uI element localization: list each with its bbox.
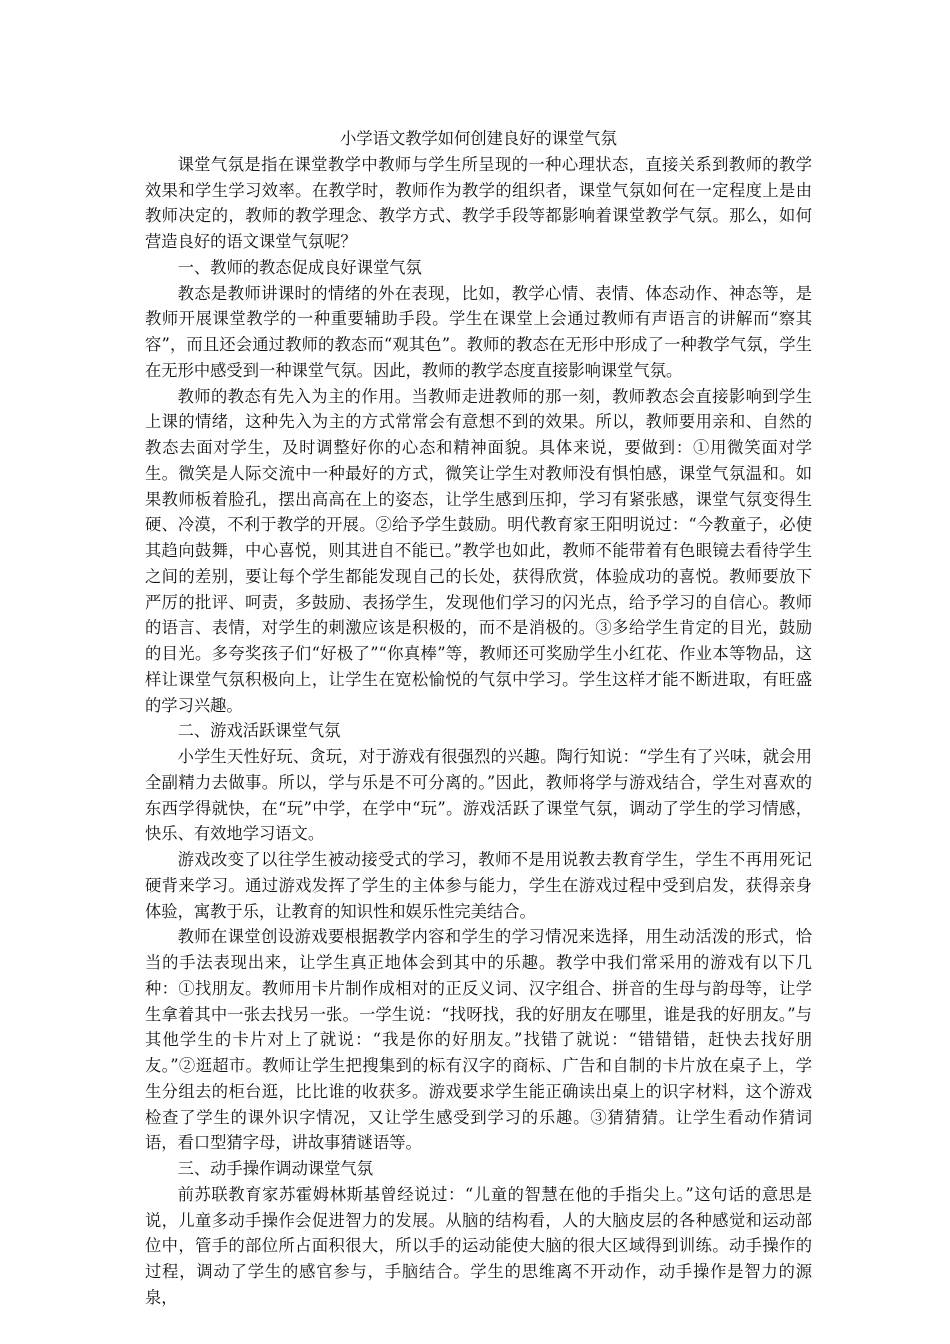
paragraph-1-2: 教师的教态有先入为主的作用。当教师走进教师的那一刻，教师教态会直接影响到学生上课的情绪，这种先入为主的方式常常会有意想不到的效果。所以，教师要用亲和、自然的教态去面对学生，及时调整好你的心态和精神面貌。具体来说，要做到：①用微笑面对学生。微笑是人际交流中一种最好的方式，微笑让学生对教师没有惧怕感，课堂气氛温和。如果教师板着脸孔，摆出高高在上的姿态，让学生感到压抑，学习有紧张感，课堂气氛变得生硬、冷漠，不利于教学的开展。②给予学生鼓励。明代教育家王阳明说过：“今教童子，必使其趋向鼓舞，中心喜悦，则其进自不能已。”教学也如此，教师不能带着有色眼镜去看待学生之间的差别，要让每个学生都能发现自己的长处，获得欣赏，体验成功的喜悦。教师要放下严厉的批评、呵责，多鼓励、表扬学生，发现他们学习的闪光点，给予学习的自信心。教师的语言、表情，对学生的刺激应该是积极的，而不是消极的。③多给学生肯定的目光，鼓励的目光。多夸奖孩子们“好极了”“你真棒”等，教师还可奖励学生小红花、作业本等物品，这样让课堂气氛积极向上，让学生在宽松愉悦的气氛中学习。学生这样才能不断进取，有旺盛的学习兴趣。 [145, 386, 812, 715]
section-heading-1: 一、教师的教态促成良好课堂气氛 [177, 257, 422, 277]
paragraph-1-1: 教态是教师讲课时的情绪的外在表现，比如，教学心情、表情、体态动作、神态等，是教师开展课堂教学的一种重要辅助手段。学生在课堂上会通过教师有声语言的讲解而“察其容”，而且还会通过教师的教态而“观其色”。教师的教态在无形中形成了一种教学气氛，学生在无形中感受到一种课堂气氛。因此，教师的教学态度直接影响课堂气氛。 [145, 283, 812, 380]
paragraph-2-2: 游戏改变了以往学生被动接受式的学习，教师不是用说教去教育学生，学生不再用死记硬背来学习。通过游戏发挥了学生的主体参与能力，学生在游戏过程中受到启发，获得亲身体验，寓教于乐，让教育的知识性和娱乐性完美结合。 [145, 850, 812, 921]
section-heading-3: 三、动手操作调动课堂气氛 [177, 1159, 373, 1178]
paragraph-3-1: 前苏联教育家苏霍姆林斯基曾经说过：“儿童的智慧在他的手指尖上。”这句话的意思是说，儿童多动手操作会促进智力的发展。从脑的结构看，人的大脑皮层的各种感觉和运动部位中，管手的部位所占面积很大，所以手的运动能使大脑的很大区域得到训练。动手操作的过程，调动了学生的感官参与，手脑结合。学生的思维离不开动作，动手操作是智力的源泉， [145, 1184, 812, 1307]
document-page [145, 126, 812, 1311]
paragraph-intro: 课堂气氛是指在课堂教学中教师与学生所呈现的一种心理状态，直接关系到教师的教学效果和学生学习效率。在教学时，教师作为教学的组织者，课堂气氛如何在一定程度上是由教师决定的，教师的教学理念、教学方式、教学手段等都影响着课堂教学气氛。那么，如何营造良好的语文课堂气氛呢？ [145, 154, 812, 251]
section-heading-2: 二、游戏活跃课堂气氛 [177, 721, 341, 741]
paragraph-2-1: 小学生天性好玩、贪玩，对于游戏有很强烈的兴趣。陶行知说：“学生有了兴味，就会用全副精力去做事。所以，学与乐是不可分离的。”因此，教师将学与游戏结合，学生对喜欢的东西学得就快，在“玩”中学，在学中“玩”。游戏活跃了课堂气氛，调动了学生的学习情感，快乐、有效地学习语文。 [145, 747, 812, 844]
paragraph-2-3: 教师在课堂创设游戏要根据教学内容和学生的学习情况来选择，用生动活泼的形式，恰当的手法表现出来，让学生真正地体会到其中的乐趣。教学中我们常采用的游戏有以下几种：①找朋友。教师用卡片制作成相对的正反义词、汉字组合、拼音的生母与韵母等，让学生拿着其中一张去找另一张。一学生说：“找呀找，我的好朋友在哪里，谁是我的好朋友。”与其他学生的卡片对上了就说：“我是你的好朋友。”找错了就说：“错错错，赶快去找好朋友。”②逛超市。教师让学生把搜集到的标有汉字的商标、广告和自制的卡片放在桌子上，学生分组去的柜台逛，比比谁的收获多。游戏要求学生能正确读出桌上的识字材料，这个游戏检查了学生的课外识字情况，又让学生感受到学习的乐趣。③猜猜猜。让学生看动作猜词语，看口型猜字母，讲故事猜谜语等。 [145, 927, 812, 1153]
document-title: 小学语文教学如何创建良好的课堂气氛 [340, 129, 617, 148]
